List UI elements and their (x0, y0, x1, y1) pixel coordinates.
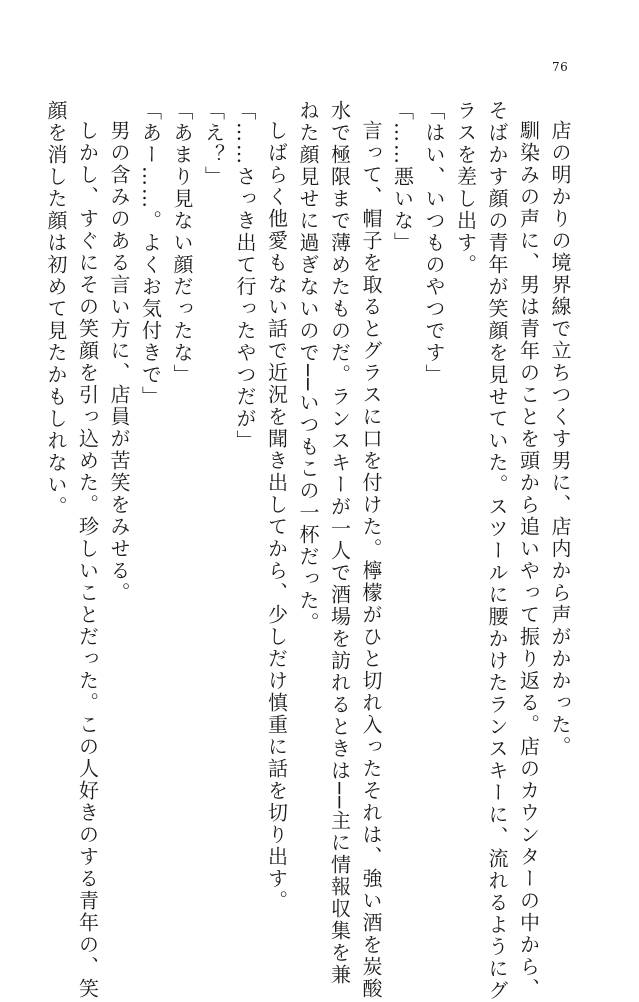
text-line: ラスを差し出す。 (453, 100, 478, 276)
text-line: 「……悪いな」 (390, 100, 415, 254)
text-line: 「あー……。よくお気付きで」 (138, 100, 163, 408)
text-line: ねた顔見せに過ぎないので──いつもこの一杯だった。 (296, 100, 320, 635)
text-line: しばらく他愛もない話で近況を聞き出してから、少しだけ慎重に話を切り出す。 (264, 120, 289, 912)
page-number: 76 (552, 60, 569, 74)
text-line: 「はい、いつものやつです」 (422, 100, 446, 386)
text-line: 水で極限まで薄めたものだ。ランスキーが一人で酒場を訪れるときは──主に情報収集を兼 (327, 100, 352, 987)
text-line: 店の明かりの境界線で立ちつくす男に、店内から声がかかった。 (548, 120, 572, 758)
text-line: 「……さっき出て行ったやつだが」 (233, 100, 257, 452)
text-line: 「え？」 (201, 100, 226, 188)
text-line: 男の含みのある言い方に、店員が苦笑をみせる。 (107, 120, 131, 604)
text-line: そばかす顔の青年が笑顔を見せていた。スツールに腰かけたランスキーに、流れるようにグ (485, 100, 509, 1002)
text-line: しかし、すぐにその笑顔を引っ込めた。珍しいことだった。この人好きのする青年の、笑 (75, 120, 100, 1000)
text-line: 「あまり見ない顔だったな」 (170, 100, 194, 386)
text-line: 言って、帽子を取るとグラスに口を付けた。檸檬がひと切れ入ったそれは、強い酒を炭酸 (359, 120, 383, 1000)
text-line: 馴染みの声に、男は青年のことを頭から追いやって振り返る。店のカウンターの中から、 (516, 120, 541, 1000)
body-text (44, 100, 575, 1002)
text-line: 顔を消した顔は初めて見たかもしれない。 (44, 100, 68, 518)
